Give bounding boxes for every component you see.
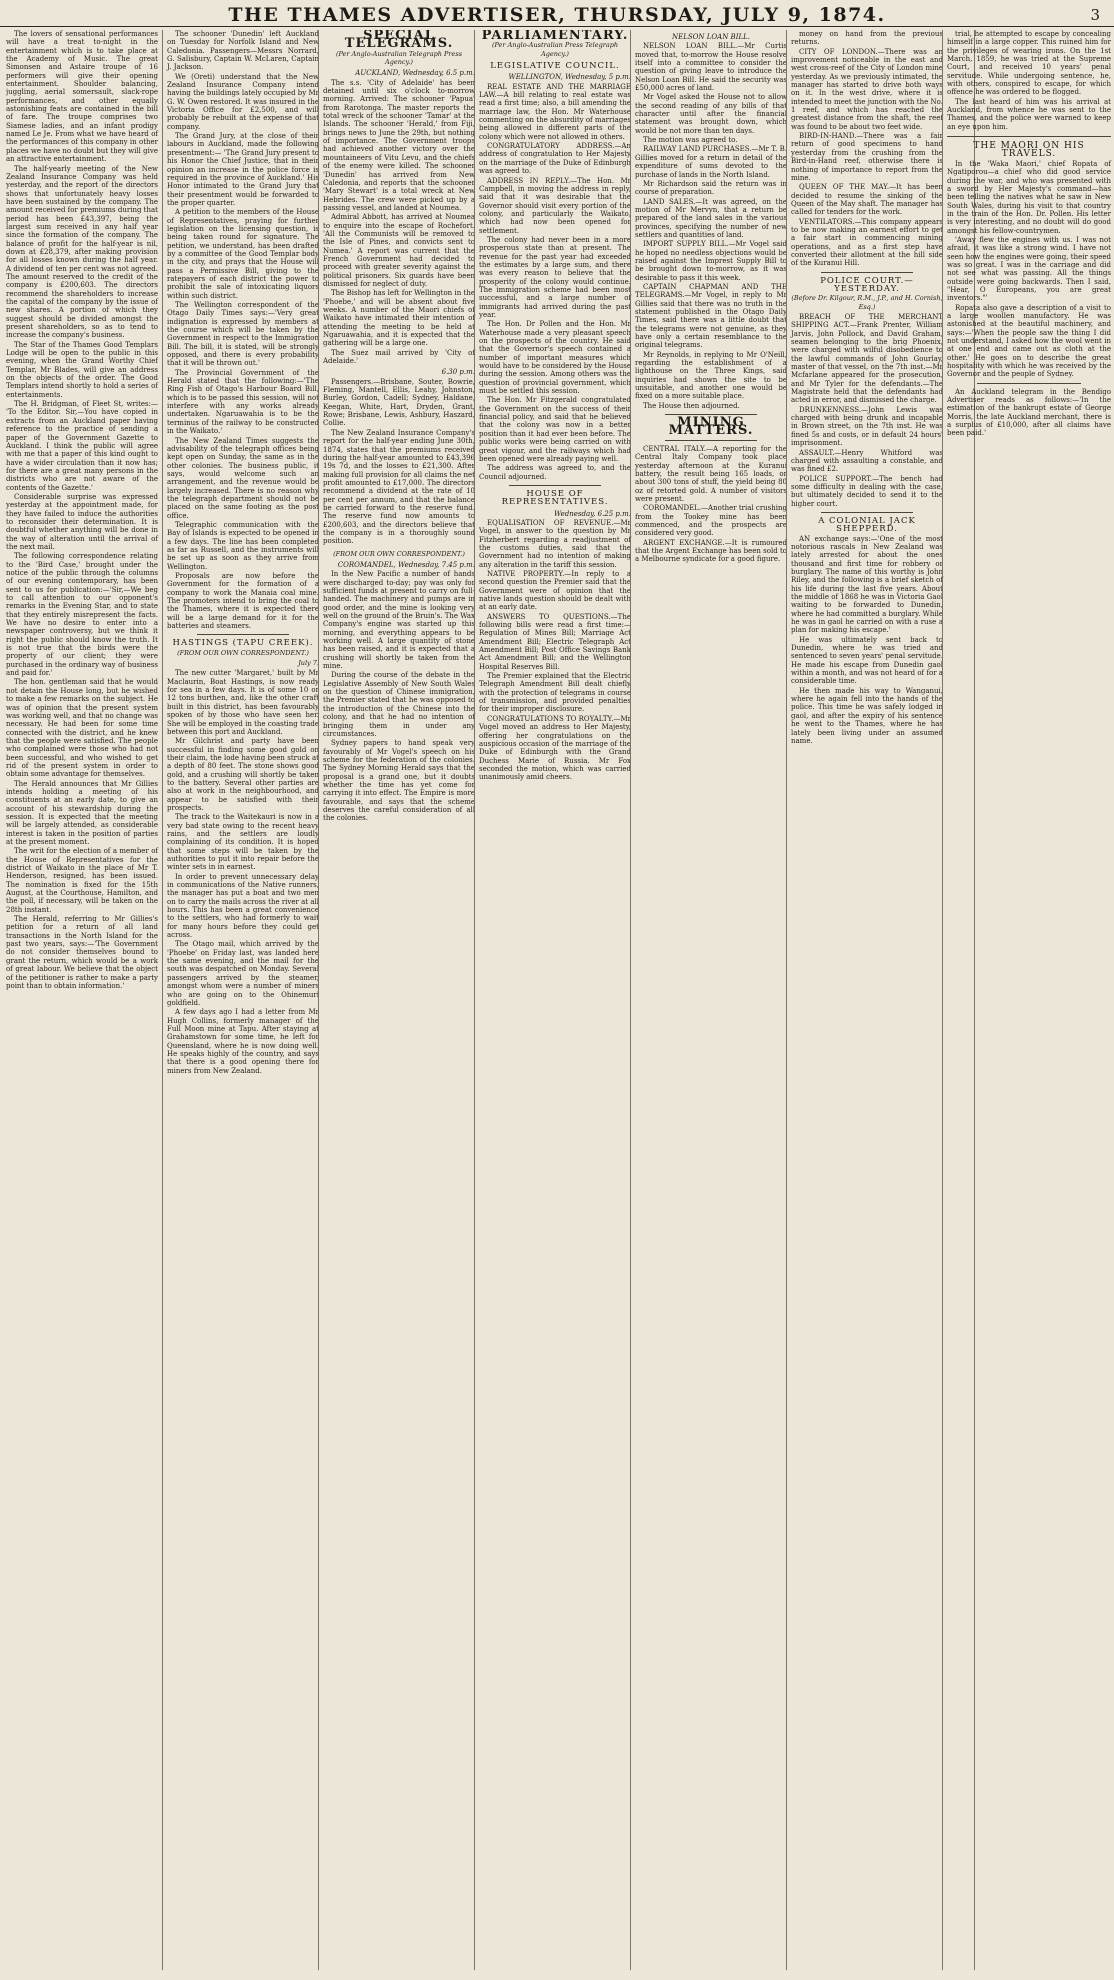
article-paragraph: CONGRATULATORY ADDRESS.—An address of congratulation to Her Majesty on the marriage of the Duke of Edinburgh was agreed to.: [479, 142, 631, 176]
article-paragraph: An Auckland telegram in the Bendigo Advertiser reads as follows:—'In the estimation of the bankrupt estate of George Morris, the late Auckland merchant, there is a surplus of £10,000, after all claims have been paid.': [947, 387, 1111, 438]
article-paragraph: COROMANDEL.—Another trial crushing from the Tookey mine has been commenced, and the prospects are considered very good.: [635, 504, 787, 538]
section-subheading: (Before Dr. Kilgour, R.M., J.P., and H. Cornish, Esq.): [791, 294, 943, 311]
section-heading-special-telegrams: SPECIAL TELEGRAMS.: [344, 30, 454, 52]
column-4: [474, 30, 635, 1970]
article-paragraph: The Herald, referring to Mr Gillies's petition for a return of all land transactions in the North Island for the past two years, says:—'The Government do not consider themselves bound to grant the return, which would be a work of great labour. We believe that the object of the petitioner is rather to make a party point than to obtain information.': [6, 915, 158, 990]
article-paragraph: The colony had never been in a more prosperous state than at present. The revenue for the past year had exceeded the estimates by a large sum, and there was every reason to believe that the prosperity of the colony would continue. The immigration scheme had been most successful, and a large number of immigrants had arrived during the past year.: [479, 235, 631, 319]
article-paragraph: Sydney papers to hand speak very favourably of Mr Vogel's speech on his scheme for the federation of the colonies. The Sydney Morning Herald says that the proposal is a grand one, but it doubts whether the time has yet come for carrying it into effect. The Empire is more favourable, and says that the scheme deserves the careful consideration of all the colonies.: [323, 739, 475, 823]
article-paragraph: The House then adjourned.: [643, 401, 740, 410]
section-heading-colonial-jack-shepperd: A COLONIAL JACK SHEPPERD.: [818, 515, 916, 535]
article-paragraph: trial, he attempted to escape by concealing himself in a large copper. This ruined him for the privileges of wearing irons. On the 1st March, 1859, he was tried at the Supreme Court, and received 10 years' penal servitude. While undergoing sentence, he, with others, conspired to escape, for which offence he was ordered to be flogged.: [947, 30, 1111, 97]
section-divider: [947, 136, 1111, 137]
column-7: [942, 30, 1114, 1970]
article-paragraph: The Star of the Thames Good Templars Lodge will be open to the public in this evening, when the Grand Worthy Chief Templar, Mr Blades, will give an address on the objects of the order. The Good Templars intend shortly to hold a series of entertainments.: [6, 340, 158, 399]
article-paragraph: Mr Gilchrist and party have been successful in finding some good gold on their claim, the lode having been struck at a depth of 80 feet. The stone shows good gold, and a crushing will shortly be taken to the battery. Several other parties are also at work in the neighbourhood, and appear to be satisfied with their prospects.: [167, 737, 319, 812]
article-paragraph: In the 'Waka Maori,' chief Ropata of Ngatiporou—a chief who did good service during the war, and who was presented with a sword by Her Majesty's command—has been telling the natives what he saw in New South Wales, during his visit to that country in the train of the Hon. Dr. Pollen. His letter is very interesting, and no doubt will do good amongst his fellow-countrymen.: [947, 159, 1111, 235]
article-paragraph: CITY OF LONDON.—There was an improvement noticeable in the east and west cross-reef of the City of London mine yesterday. As we previously intimated, the manager has started to drive both ways on it. In the west drive, where it is intended to meet the junction with the No. 1 reef, and which has reached the greatest distance from the shaft, the reef was found to be about two feet wide.: [791, 47, 943, 131]
section-heading-nelson-loan: NELSON LOAN BILL.: [672, 33, 750, 41]
section-heading-police-court: POLICE COURT.—YESTERDAY.: [820, 275, 914, 294]
article-paragraph: VENTILATORS.—This company appears to be now making an earnest effort to get a fair start in commencing mining operations, and as a first step have converted their allotment at the hill side of the Kuranui Hill.: [791, 217, 943, 268]
column-2: [162, 30, 323, 1970]
section-divider: [821, 512, 913, 513]
article-paragraph: The track to the Waitekauri is now in a very bad state owing to the recent heavy rains, and the settlers are loudly complaining of its condition. It is hoped that some steps will be taken by the authorities to put it into repair before the winter sets in in earnest.: [167, 813, 319, 872]
article-paragraph: CONGRATULATIONS TO ROYALTY.—Mr Vogel moved an address to Her Majesty, offering her congratulations on the auspicious occasion of the marriage of the Duke of Edinburgh with the Grand Duchess Marie of Russia. Mr Fox seconded the motion, which was carried unanimously amid cheers.: [479, 714, 631, 782]
article-paragraph: The Otago mail, which arrived by the 'Phoebe' on Friday last, was landed here the same evening, and the mail for the south was despatched on Monday. Several passengers arrived by the steamer, amongst whom were a number of miners who are going on to the Ohinemuri goldfield.: [167, 940, 319, 1007]
section-heading-parliamentary: PARLIAMENTARY.: [481, 30, 629, 43]
section-divider: [665, 440, 757, 441]
article-paragraph: In order to prevent unnecessary delay in communications of the Native runners, the manager has put a boat and two men on to carry the mails across the river at all hours. This has been a great convenience to the settlers, who had formerly to wait for many hours before they could get across.: [167, 872, 319, 940]
section-heading-hastings: HASTINGS (TAPU CREEK).: [172, 638, 314, 649]
article-paragraph: In the New Pacific a number of hands were discharged to-day; pay was only for sufficient funds at present to carry on full-handed. The machinery and pumps are in good order, and the mine is looking very well on the ground of the Bruin's. The Wax Company's engine was started up this morning, and everything appears to be working well. A large quantity of stone has been raised, and it is expected that a crushing will shortly be taken from the mine.: [323, 570, 475, 671]
section-divider: [821, 272, 913, 273]
dateline: AUCKLAND, Wednesday, 6.5 p.m.: [355, 69, 475, 78]
article-paragraph: AN exchange says:—'One of the most notorious rascals in New Zealand was lately arrested for about the ones thousand and first time for robbery or burglary. The name of this worthy is John Riley, and the following is a brief sketch of his life during the last five years. About the middle of 1868 he was in Victoria Gaol waiting to be forwarded to Dunedin, where he had committed a burglary. While he was in gaol he carried on with a ruse a plan for making his escape.': [791, 534, 943, 635]
article-paragraph: money on hand from the previous returns.: [791, 30, 943, 47]
dateline: July 7.: [298, 659, 319, 668]
dateline: COROMANDEL, Wednesday, 7.45 p.m.: [337, 560, 475, 569]
article-paragraph: A few days ago I had a letter from Mr Hugh Collins, formerly manager of the Full Moon mine at Tapu. After staying at Grahamstown for some time, he left for Queensland, where he is now doing well. He speaks highly of the country, and says that there is a good opening there for miners from New Zealand.: [167, 1008, 319, 1075]
article-paragraph: Mr Reynolds, in replying to Mr O'Neill, regarding the establishment of a lighthouse on the Three Kings, said inquiries had shown the site to be unsuitable, and another one would be fixed on a more suitable place.: [635, 350, 787, 401]
article-paragraph: A petition to the members of the House of Representatives, praying for further legislation on the licensing question, is being taken round for signature. The petition, we understand, has been drafted by a committee of the Good Templar body in the city, and prays that the House will pass a Permissive Bill, giving to the ratepayers of each district the power to prohibit the sale of intoxicating liquors within such district.: [167, 208, 319, 300]
section-heading-maori-travels: THE MAORI ON HIS TRAVELS.: [973, 141, 1085, 160]
article-paragraph: ADDRESS IN REPLY.—The Hon. Mr Campbell, in moving the address in reply, said that it was desirable that the Governor should visit every portion of the colony, and particularly the Waikato, which had now been opened for settlement.: [479, 176, 631, 235]
section-subheading: (FROM OUR OWN CORRESPONDENT.): [333, 549, 465, 558]
article-paragraph: CENTRAL ITALY.—A reporting for the Central Italy Company took place yesterday afternoon at the Kuranui battery, the result being 165 loads, or about 300 tons of stuff, the yield being 80 oz of retorted gold. A number of visitors were present.: [635, 444, 787, 503]
article-paragraph: Telegraphic communication with the Bay of Islands is expected to be opened in a few days. The line has been completed as far as Russell, and the instruments will be set up as soon as they arrive from Wellington.: [167, 520, 319, 571]
article-paragraph: The Bishop has left for Wellington in the 'Phoebe,' and will be absent about five weeks. A number of the Maori chiefs of Waikato have intimated their intention of attending the meeting to be held at Ngaruawahia, and it is expected that the gathering will be a large one.: [323, 289, 475, 348]
article-paragraph: POLICE SUPPORT.—The bench had some difficulty in dealing with the case, but ultimately decided to send it to the higher court.: [791, 474, 943, 508]
article-paragraph: The Premier explained that the Electric Telegraph Amendment Bill dealt chiefly with the protection of telegrams in course of transmission, and provided penalties for their improper disclosure.: [479, 672, 631, 714]
article-paragraph: Considerable surprise was expressed yesterday at the appointment made, for they have failed to induce the authorities to reconsider their determination. It is doubtful whether anything will be done in the way of alteration until the arrival of the next mail.: [6, 492, 158, 551]
article-paragraph: BREACH OF THE MERCHANT SHIPPING ACT.—Frank Prenter, William Jarvis, John Pollock, and David Graham, seamen belonging to the brig Phoenix, were charged with wilful disobedience to the lawful commands of John Gourlay, master of that vessel, on the 7th inst.—Mr Mcfarlane appeared for the prosecution, and Mr Tyler for the defendants.—The Magistrate held that the defendants had acted in error, and dismissed the charge.: [791, 313, 943, 405]
article-paragraph: The hon. gentleman said that he would not detain the House long, but he wished to make a few remarks on the subject. He was of opinion that the present system was working well, and that no change was necessary. He had been for some time connected with the district, and he knew that the people were satisfied. The people who complained were those who had not been successful, and who wished to get rid of the present system in order to obtain some advantage for themselves.: [6, 678, 158, 779]
article-paragraph: BIRD-IN-HAND.—There was a fair return of good specimens to hand yesterday from the crushing from the Bird-in-Hand reef, otherwise there is nothing of importance to report from the mine.: [791, 132, 943, 182]
article-paragraph: The lovers of sensational performances will have a treat to-night in the entertainment which is to take place at the Academy of Music. The great Simonsen and Astaire troupe of 16 performers will give their opening entertainment. Shoulder balancing, juggling, aerial somersault, slack-rope performances, and other equally astonishing feats are contained in the bill of fare. The troupe comprises two Siamese ladies, and an infant prodigy named Le Je. From what we have heard of the performances of this company in other places we have no doubt but they will give an attractive entertainment.: [6, 30, 158, 164]
article-paragraph: We (Oreti) understand that the New Zealand Insurance Company intend having the buildings lately occupied by Mr G. W. Owen restored. It was insured in the Victoria Office for £2,500, and will probably be rebuilt at the expense of that company.: [167, 72, 319, 131]
article-paragraph: The new cutter 'Margaret,' built by Mr Maclaurin, Boat Hastings, is now ready for sea in a few days. It is of some 10 or 12 tons burthen, and, like the other craft built in this district, has been favourably spoken of by those who have seen her. She will be employed in the coasting trade between this port and Auckland.: [167, 669, 319, 736]
article-paragraph: The Grand Jury, at the close of their labours in Auckland, made the following presentment:— 'The Grand Jury present to his Honor the Chief Justice, that in their opinion an increase in the police force is required in the province of Auckland.' His Honor intimated to the Grand Jury that their presentment would be forwarded to the proper quarter.: [167, 132, 319, 207]
article-paragraph: Proposals are now before the Government for the formation of a company to work the Manaia coal mine. The promoters intend to bring the coal to the Thames, where it is expected there will be a large demand for it for the batteries and steamers.: [167, 572, 319, 631]
article-paragraph: Ropata also gave a description of a visit to a large woollen manufactory. He was astonished at the beautiful machinery, and says:—'When the people saw the thing I did not understand, I asked how the wool went in at one end and came out as cloth at the other.' He goes on to describe the great hospitality with which he was received by the Governor and the people of Sydney.: [947, 303, 1111, 379]
article-paragraph: The Herald announces that Mr Gillies intends holding a meeting of his constituents at an early date, to give an account of his stewardship during the session. It is expected that the meeting will be largely attended, as considerable interest is taken in the position of parties at the present moment.: [6, 779, 158, 846]
section-subheading: (FROM OUR OWN CORRESPONDENT.): [177, 648, 309, 657]
article-paragraph: The motion was agreed to.: [643, 136, 738, 145]
section-divider: [977, 383, 1081, 384]
dateline: WELLINGTON, Wednesday, 5 p.m.: [508, 73, 631, 82]
article-paragraph: He then made his way to Wanganui, where he again fell into the hands of the police. This time he was safely lodged in gaol, and after the expiry of his sentence he went to the Thames, where he has lately been living under an assumed name.: [791, 686, 943, 745]
article-paragraph: The address was agreed to, and the Council adjourned.: [479, 464, 631, 481]
section-divider: [197, 634, 289, 635]
article-paragraph: REAL ESTATE AND THE MARRIAGE LAW.—A bill relating to real estate was read a first time; also, a bill amending the marriage law, the Hon. Mr Waterhouse commenting on the absurdity of marriages being allowed in different parts of the colony which were not allowed in others.: [479, 82, 631, 141]
article-paragraph: The s.s. 'City of Adelaide' has been detained until six o'clock to-morrow morning. Arrived: The schooner 'Papua' from Rarotonga. The master reports the total wreck of the schooner 'Tamar' at the Islands. The schooner 'Herald,' from Fiji, brings news to June the 29th, but nothing of importance. The Government troops had achieved another victory over the mountaineers of Vitu Levu, and the chiefs of the enemy were killed. The schooner 'Dunedin' has arrived from New Caledonia, and reports that the schooner 'Mary Stewart' is a total wreck at New Hebrides. The crew were picked up by a passing vessel, and landed at Noumea.: [323, 78, 475, 212]
dateline: 6.30 p.m.: [441, 368, 475, 377]
article-paragraph: The Provincial Government of the Herald stated that the following:—'The Ring Fish of Otago's Harbour Board Bill, which is to be passed this session, will not interfere with any works already undertaken. Ngaruawahia is to be the terminus of the railway to be constructed in the Waikato.': [167, 368, 319, 436]
article-paragraph: Admiral Abbott, has arrived at Noumea to enquire into the escape of Rochefort. 'All the Communists will be removed to the Isle of Pines, and convicts sent to Numea.' A report was current that the French Government had decided to proceed with greater severity against the political prisoners. Six guards have been dismissed for neglect of duty.: [323, 213, 475, 288]
article-paragraph: Mr Vogel asked the House not to allow the second reading of any bills of that character until after the financial statement was brought down, which would be not more than ten days.: [635, 93, 787, 135]
article-paragraph: EQUALISATION OF REVENUE.—Mr Vogel, in answer to the question by Mr Fitzherbert regarding a readjustment of the customs duties, said that the Government had no intention of making any alteration in the tariff this session.: [479, 518, 631, 569]
article-paragraph: The half-yearly meeting of the New Zealand Insurance Company was held yesterday, and the report of the directors shows that unfortunately heavy losses have been sustained by the company. The amount received for premiums during that period has been £43,397, being the largest sum received in any half year since the formation of the company. The balance of profit for the half-year is nil, down at £28,379, after making provision for all losses known during the half year. A dividend of ten per cent was not agreed. The amount reserved to the credit of the company is £200,603. The directors recommend the shareholders to increase the capital of the company by the issue of new shares. A portion of which they suggest should be divided amongst the present shareholders, so as to tend to increase the company's business.: [6, 164, 158, 340]
article-paragraph: IMPORT SUPPLY BILL.—Mr Vogel said he hoped no needless objections would be raised against the Imprest Supply Bill to be brought down to-morrow, as it was desirable to pass it this week.: [635, 240, 787, 282]
article-paragraph: The last heard of him was his arrival at Auckland, from whence he was sent to the Thames, and the police were warned to keep an eye upon him.: [947, 97, 1111, 131]
article-paragraph: He was ultimately sent back to Dunedin, where he was tried and sentenced to seven years' penal servitude. He made his escape from Dunedin gaol within a month, and was not heard of for a considerable time.: [791, 635, 943, 686]
article-paragraph: The following correspondence relating to the 'Bird Case,' brought under the notice of the public through the columns of our evening contemporary, has been sent to us for publication:—'Sir,—We beg to call attention to our opponent's remarks in the Evening Star, and to state that they entirely misrepresent the facts. We have no desire to enter into a newspaper controversy, but we think it right the public should know the truth. It is not true that the birds were the property of our client; they were purchased in the ordinary way of business and paid for.': [6, 552, 158, 678]
article-paragraph: Passengers.—Brisbane, Souter, Bowrie, Fleming, Mantell, Ellis, Leahy, Johnston, Burley, Gordon, Cadell; Sydney, Haldane, Keegan, White, Hart, Dryden, Grant, Rowe; Brisbane, Lewis, Ashbury, Haszard, Collie.: [323, 377, 475, 428]
article-paragraph: LAND SALES.—It was agreed, on the motion of Mr Mervyn, that a return be prepared of the land sales in the various provinces, specifying the number of new settlers and quantities of land.: [635, 197, 787, 239]
page-number: 3: [1090, 6, 1100, 24]
article-paragraph: The Hon. Dr Pollen and the Hon. Mr Waterhouse made a very pleasant speech on the prospects of the country. He said that the Governor's speech contained a number of important measures which would have to be considered by the House during the session. Among others was the question of provincial government, which must be settled this session.: [479, 320, 631, 396]
article-paragraph: CAPTAIN CHAPMAN AND THE TELEGRAMS.—Mr Vogel, in reply to Mr Gillies said that there was no truth in the statement published in the Otago Daily Times, said there was a little doubt that the telegrams were not genuine, as they have only a certain resemblance to the original telegrams.: [635, 282, 787, 350]
section-subheading: (Per Anglo-Australian Telegraph Press Agency.): [335, 49, 463, 67]
article-paragraph: 'Away flew the engines with us. I was not afraid, it was like a strong wind. I have not seen how the engines were going, their speed was so great. I was in the carriage and did not see what was passing. All the things outside were going backwards. Then I said, "Hear, O Europeans, you are great inventors."': [947, 235, 1111, 303]
section-divider: [509, 485, 601, 486]
newspaper-title: THE THAMES ADVERTISER, THURSDAY, JULY 9, 1874.: [228, 4, 886, 26]
article-paragraph: Mr Richardson said the return was in course of preparation.: [635, 179, 787, 197]
article-paragraph: ASSAULT.—Henry Whitford was charged with assaulting a constable, and was fined £2.: [791, 448, 943, 474]
article-paragraph: QUEEN OF THE MAY.—It has been decided to resume the sinking of the Queen of the May shaft. The manager has called for tenders for the work.: [791, 183, 943, 217]
section-heading-mining-matters: MINING MATTERS.: [668, 415, 754, 439]
article-paragraph: The Suez mail arrived by 'City of Adelaide.': [323, 348, 475, 366]
column-3: [318, 30, 479, 1970]
article-paragraph: During the course of the debate in the Legislative Assembly of New South Wales on the question of Chinese immigration, the Premier stated that he was opposed to the introduction of the Chinese into the colony, and that he had no intention of bringing them in under any circumstances.: [323, 671, 475, 738]
article-paragraph: RAILWAY LAND PURCHASES.—Mr T. B. Gillies moved for a return in detail of the expenditure of sums devoted to the purchase of lands in the North Island.: [635, 145, 787, 179]
article-paragraph: The Wellington correspondent of the Otago Daily Times says:—'Very great indignation is expressed by members at the course which will be taken by the Government in respect to the Immigration Bill. The bill, it is stated, will be strongly opposed, and there is every probability that it will be thrown out.': [167, 301, 319, 368]
column-5: [630, 30, 791, 1970]
dateline: Wednesday, 6.25 p.m.: [554, 509, 631, 518]
article-paragraph: The schooner 'Dunedin' left Auckland on Tuesday for Norfolk Island and New Caledonia. Passengers—Messrs Norrard, G. Salisbury, Captain W. McLaren, Captain J. Jackson.: [167, 30, 319, 72]
article-paragraph: DRUNKENNESS.—John Lewis was charged with being drunk and incapable in Brown street, on the 7th inst. He was fined 5s and costs, or in default 24 hours' imprisonment.: [791, 405, 943, 448]
article-paragraph: NELSON LOAN BILL.—Mr Curtis moved that, to-morrow the House resolve itself into a committee to consider the question of giving leave to introduce the Nelson Loan Bill. He said the security was £50,000 acres of land.: [635, 42, 787, 93]
column-1: [6, 30, 162, 1970]
article-paragraph: The writ for the election of a member of the House of Representatives for the district of Waikato in the place of Mr T. Henderson, resigned, has been issued. The nomination is fixed for the 15th August, at the Courthouse, Hamilton, and the poll, if necessary, will be taken on the 28th instant.: [6, 847, 158, 914]
article-paragraph: ARGENT EXCHANGE.—It is rumoured that the Argent Exchange has been sold to a Melbourne syndicate for a good figure.: [635, 538, 787, 564]
section-heading-house-of-representatives: HOUSE OF REPRESENTATIVES.: [501, 488, 609, 508]
article-paragraph: The Hon. Mr Fitzgerald congratulated the Government on the success of their financial policy, and said that he believed that the colony was now in a better position than it had ever been before. The public works were being carried on with great vigour, and the railways which had been opened were already paying well.: [479, 396, 631, 463]
article-paragraph: The New Zealand Insurance Company's report for the half-year ending June 30th, 1874, states that the premiums received during the half-year amounted to £43,396 19s 7d, and the losses to £21,300. After making full provision for all claims the net profit amounted to £17,000. The directors recommend a dividend at the rate of 10 per cent per annum, and that the balance be carried forward to the reserve fund. The reserve fund now amounts to £200,603, and the directors believe that the company is in a thoroughly sound position.: [323, 428, 475, 546]
article-paragraph: ANSWERS TO QUESTIONS.—The following bills were read a first time:—Regulation of Mines Bill; Marriage Act Amendment Bill; Electric Telegraph Act Amendment Bill; Post Office Savings Bank Act Amendment Bill; and the Wellington Hospital Reserves Bill.: [479, 612, 631, 671]
article-paragraph: The H. Bridgman, of Fleet St, writes:— 'To the Editor. Sir,—You have copied in extracts from an Auckland paper having reference to the practice of sending a paper of the Government Gazette to Auckland. I think the public will agree with me that a paper of this kind ought to have a wider circulation than it now has; for there are a great many persons in the districts who are not aware of the contents of the Gazette.': [6, 400, 158, 492]
masthead: [0, 0, 1114, 27]
column-6: [786, 30, 947, 1970]
section-heading-legislative-council: LEGISLATIVE COUNCIL.: [490, 61, 620, 72]
section-subheading: (Per Anglo-Australian Press Telegraph Agency.): [491, 41, 619, 58]
article-paragraph: The New Zealand Times suggests the advisability of the telegraph offices being kept open on Sunday, the same as in the other colonies. The business public, it says, would welcome such an arrangement, and the revenue would be largely increased. There is no reason why the telegraph department should not be placed on the same footing as the post office.: [167, 436, 319, 520]
article-paragraph: NATIVE PROPERTY.—In reply to a second question the Premier said that the Government were of opinion that the native lands question should be dealt with at an early date.: [479, 569, 631, 612]
